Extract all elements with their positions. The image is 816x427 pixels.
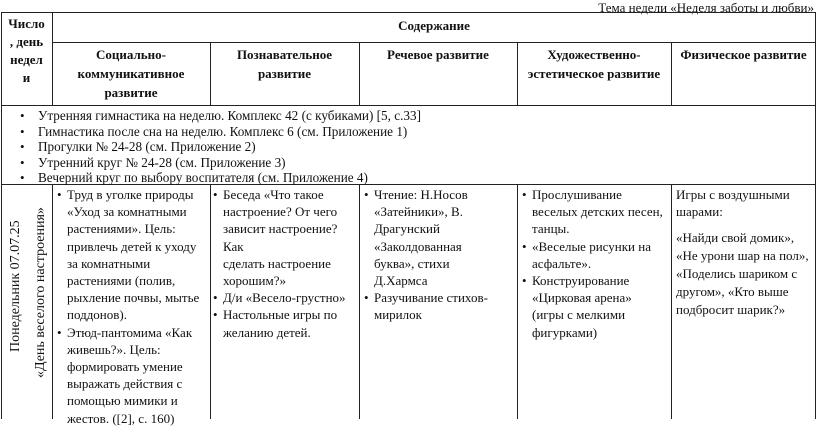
physical-cell xyxy=(676,186,814,319)
header-bottom-line xyxy=(1,105,816,106)
list-item: • Вечерний круг по выбору воспитателя (см. Приложение 4) xyxy=(16,170,806,186)
table-border-top xyxy=(1,12,816,13)
col-line-3-lower xyxy=(517,184,518,419)
week-activities xyxy=(16,108,806,186)
week-topic: Тема недели «Неделя заботы и любви» xyxy=(598,0,814,15)
header-cognitive: Познавательное развитие xyxy=(236,47,333,81)
social-cell xyxy=(57,186,209,427)
col-line-4-lower xyxy=(671,184,672,419)
art-cell xyxy=(522,186,670,341)
day-col-line-lower xyxy=(52,184,53,419)
header-split-line xyxy=(52,42,816,43)
list-item: • Беседа «Что такое настроение? От чего зависит настроение? Как сделать настроение хорошим?» xyxy=(213,186,359,289)
list-item: • Гимнастика после сна на неделю. Комплекс 6 (см. Приложение 1) xyxy=(16,124,806,140)
col-line-2-lower xyxy=(359,184,360,419)
list-item: • Прогулки № 24-28 (см. Приложение 2) xyxy=(16,139,806,155)
list-item: • Прослушивание веселых детских песен, танцы. xyxy=(522,186,670,238)
header-art: Художественно- эстетическое развитие xyxy=(527,47,661,81)
physical-games: «Найди свой домик», «Не урони шар на пол», «Поделись шариком с другом», «Кто выше подбросит шарик?» xyxy=(676,230,809,318)
header-content: Содержание xyxy=(398,18,470,33)
speech-cell xyxy=(364,186,516,324)
list-item: • Чтение: Н.Носов «Затейники», В. Драгунский «Заколдованная буква», стихи Д.Хармса xyxy=(364,186,516,289)
list-item: • Д/и «Весело-грустно» xyxy=(213,289,359,306)
cognitive-cell xyxy=(213,186,359,341)
list-item: • Труд в уголке природы «Уход за комнатными растениями». Цель: привлечь детей к уходу за комнатными растениями (полив, рыхление почвы, мытье поддонов). xyxy=(57,186,209,324)
list-item: • Конструирование «Цирковая арена» (игры с мелкими фигурками) xyxy=(522,272,670,341)
list-item: • Этюд-пантомима «Как живешь?». Цель: формировать умение выражать действия с помощью мимики и жестов. ([2], с. 160) xyxy=(57,324,209,427)
header-physical: Физическое развитие xyxy=(680,47,807,62)
physical-title: Игры с воздушными шарами: xyxy=(676,187,790,220)
list-item: • Утренняя гимнастика на неделю. Комплекс 42 (с кубиками) [5, с.33] xyxy=(16,108,806,124)
list-item: • Разучивание стихов- мирилок xyxy=(364,289,516,323)
col-line-1-lower xyxy=(210,184,211,419)
header-social: Социально- коммуникативное развитие xyxy=(77,47,185,100)
day-date-label: Понедельник 07.07.25 xyxy=(8,220,23,352)
list-item: • «Веселые рисунки на асфальте». xyxy=(522,238,670,272)
header-day-column: Число , день недел и xyxy=(8,16,45,85)
list-item: • Утренний круг № 24-28 (см. Приложение 3) xyxy=(16,155,806,171)
header-speech: Речевое развитие xyxy=(387,47,489,62)
list-item: • Настольные игры по желанию детей. xyxy=(213,306,359,340)
day-theme-label: «День веселого настроения» xyxy=(33,207,48,378)
